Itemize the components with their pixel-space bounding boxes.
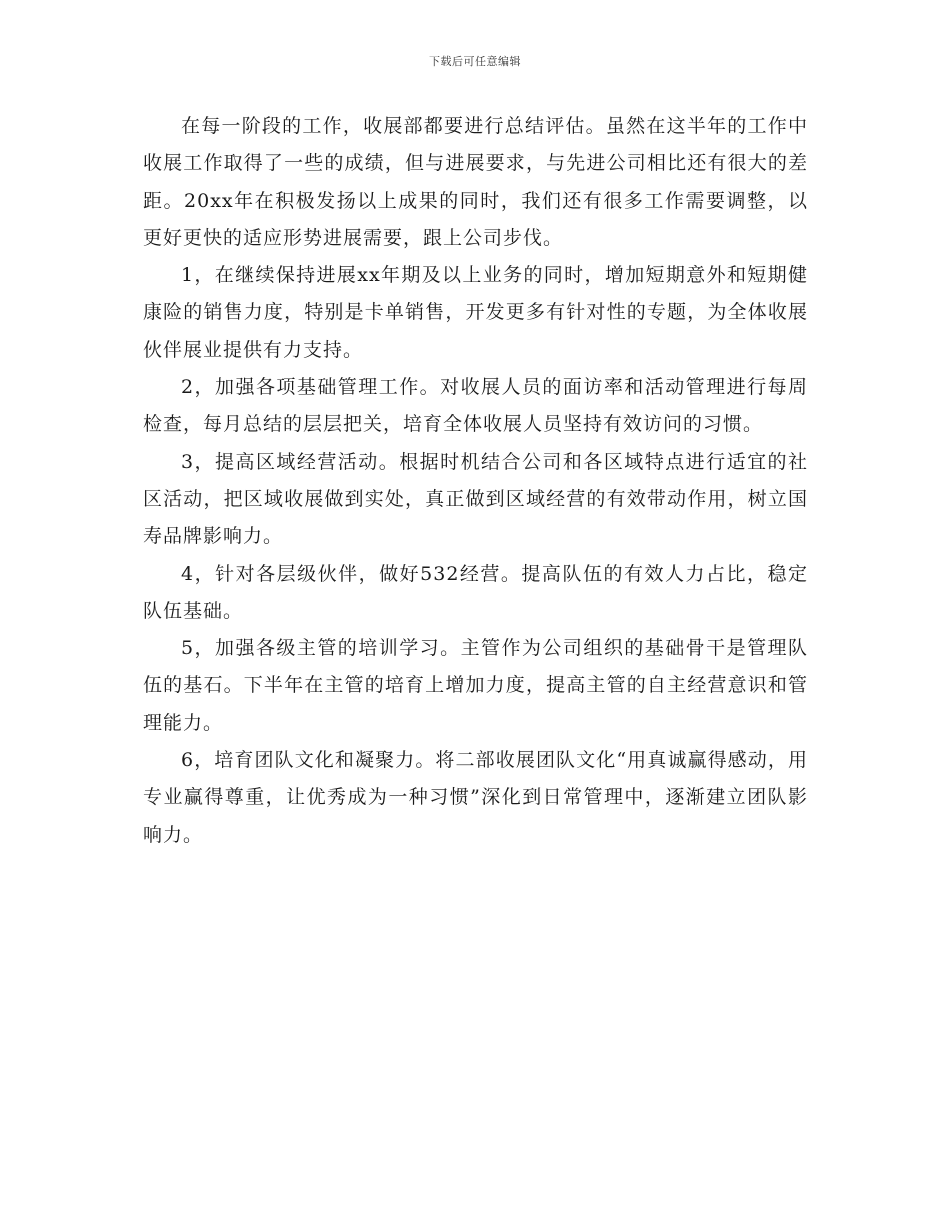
paragraph-item-4: 4，针对各层级伙伴，做好532经营。提高队伍的有效人力占比，稳定队伍基础。 [143, 562, 808, 622]
paragraph-item-2: 2，加强各项基础管理工作。对收展人员的面访率和活动管理进行每周检查，每月总结的层层把关，培育全体收展人员坚持有效访问的习惯。 [143, 376, 808, 436]
paragraph-item-5: 5，加强各级主管的培训学习。主管作为公司组织的基础骨干是管理队伍的基石。下半年在主管的培育上增加力度，提高主管的自主经营意识和管理能力。 [143, 637, 808, 734]
paragraph-item-1: 1，在继续保持进展xx年期及以上业务的同时，增加短期意外和短期健康险的销售力度，特别是卡单销售，开发更多有针对性的专题，为全体收展伙伴展业提供有力支持。 [143, 264, 808, 361]
document-body [143, 108, 808, 854]
paragraph-item-6: 6，培育团队文化和凝聚力。将二部收展团队文化“用真诚赢得感动，用专业赢得尊重，让优秀成为一种习惯”深化到日常管理中，逐渐建立团队影响力。 [143, 749, 808, 846]
paragraph-intro: 在每一阶段的工作，收展部都要进行总结评估。虽然在这半年的工作中收展工作取得了一些的成绩，但与进展要求，与先进公司相比还有很大的差距。20xx年在积极发扬以上成果的同时，我们还有很多工作需要调整，以更好更快的适应形势进展需要，跟上公司步伐。 [143, 115, 808, 249]
page-header: 下载后可任意编辑 [429, 55, 521, 68]
paragraph-item-3: 3，提高区域经营活动。根据时机结合公司和各区域特点进行适宜的社区活动，把区域收展做到实处，真正做到区域经营的有效带动作用，树立国寿品牌影响力。 [143, 450, 808, 548]
